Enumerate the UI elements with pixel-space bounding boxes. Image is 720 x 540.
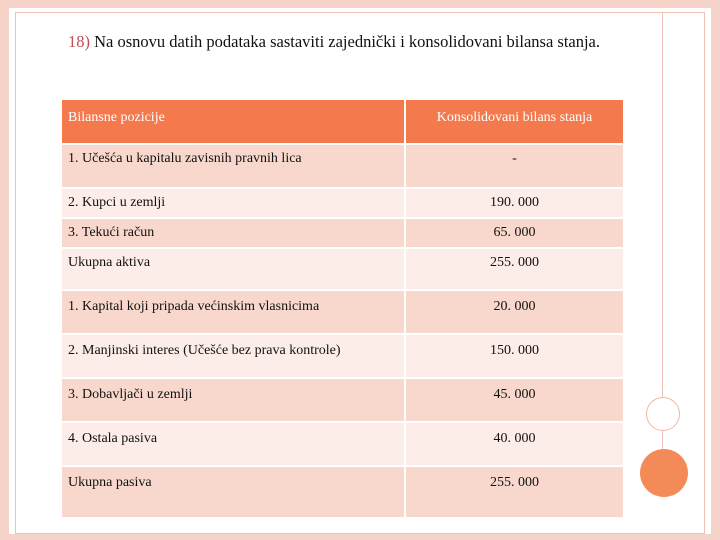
row-label: 4. Ostala pasiva — [62, 422, 405, 466]
header-positions: Bilansne pozicije — [62, 100, 405, 144]
row-value: 20. 000 — [405, 290, 623, 334]
row-value: 255. 000 — [405, 466, 623, 518]
row-value: 190. 000 — [405, 188, 623, 218]
frame-left-border — [0, 0, 9, 540]
row-label: 1. Učešća u kapitalu zavisnih pravnih lica — [62, 144, 405, 188]
table-row — [62, 378, 623, 422]
row-value: 40. 000 — [405, 422, 623, 466]
row-label-total: Ukupna aktiva — [62, 248, 405, 290]
row-value: 45. 000 — [405, 378, 623, 422]
row-label-total: Ukupna pasiva — [62, 466, 405, 518]
row-label: 1. Kapital koji pripada većinskim vlasnicima — [62, 290, 405, 334]
table-row — [62, 334, 623, 378]
vertical-divider — [662, 13, 663, 451]
frame-right-border — [711, 0, 720, 540]
table-header-row — [62, 100, 623, 144]
row-label: 2. Kupci u zemlji — [62, 188, 405, 218]
decorative-circle-filled — [640, 449, 688, 497]
row-value: 150. 000 — [405, 334, 623, 378]
task-number: 18) — [68, 32, 90, 51]
table-row — [62, 248, 623, 290]
table-row — [62, 144, 623, 188]
slide-heading — [68, 32, 600, 52]
balance-sheet-table — [62, 100, 623, 519]
row-value: 255. 000 — [405, 248, 623, 290]
table-row — [62, 466, 623, 518]
task-text: Na osnovu datih podataka sastaviti zajednički i konsolidovani bilansa stanja. — [90, 32, 601, 51]
frame-bottom-border — [0, 534, 720, 540]
table-row — [62, 218, 623, 248]
frame-top-border — [0, 0, 720, 8]
header-consolidated: Konsolidovani bilans stanja — [405, 100, 623, 144]
row-value: - — [405, 144, 623, 188]
row-label: 3. Tekući račun — [62, 218, 405, 248]
row-label: 3. Dobavljači u zemlji — [62, 378, 405, 422]
table-row — [62, 422, 623, 466]
table-row — [62, 290, 623, 334]
row-value: 65. 000 — [405, 218, 623, 248]
decorative-circle-outline — [646, 397, 680, 431]
row-label: 2. Manjinski interes (Učešće bez prava kontrole) — [62, 334, 405, 378]
table-row — [62, 188, 623, 218]
